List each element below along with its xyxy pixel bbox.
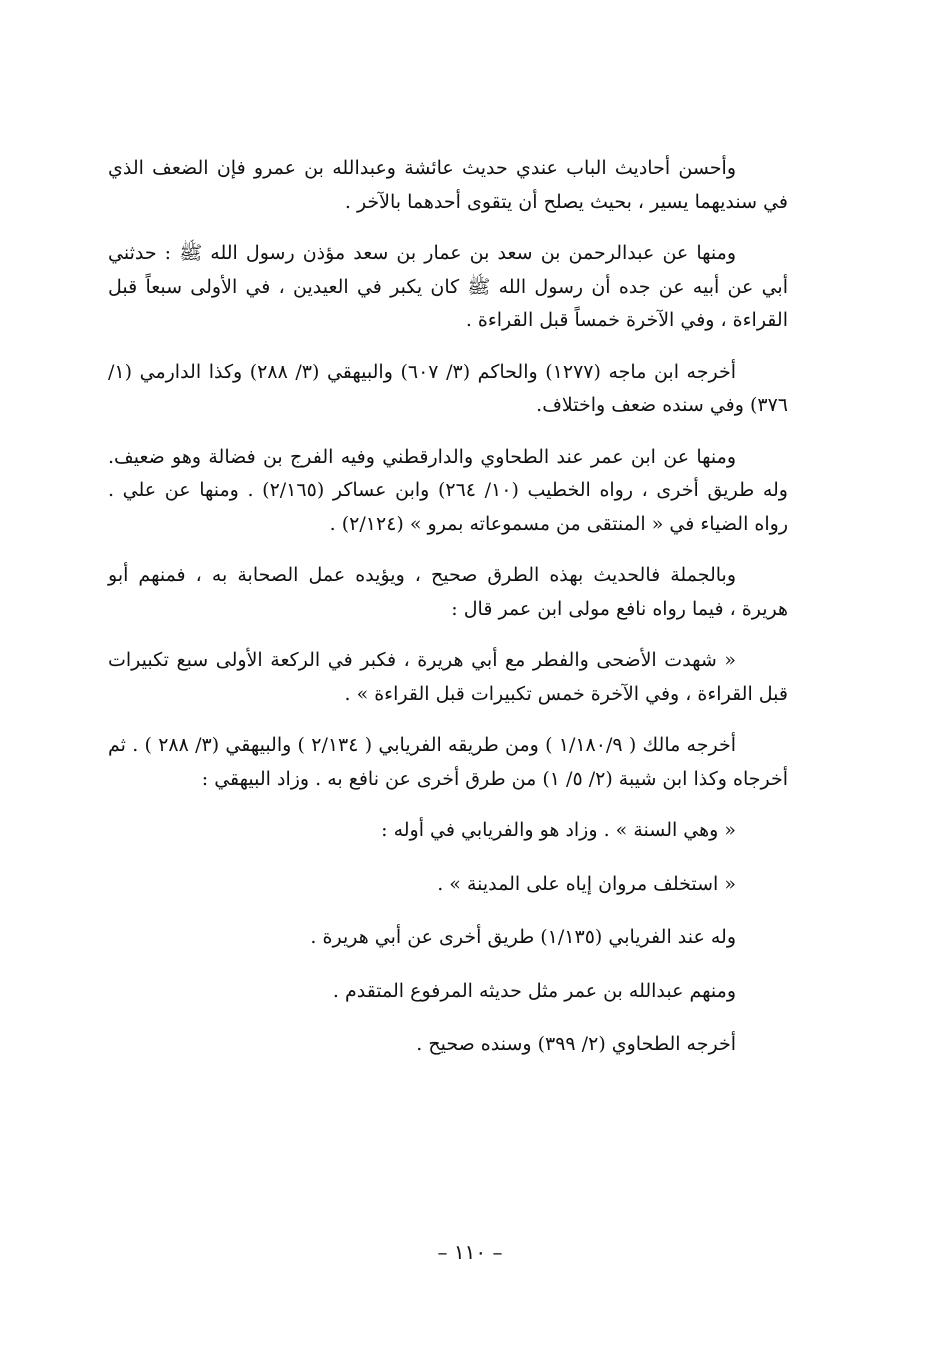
- paragraph-6: « شهدت الأضحى والفطر مع أبي هريرة ، فكبر في الركعة الأولى سبع تكبيرات قبل القراءة ، وفي الآخرة خمس تكبيرات قبل القراءة » .: [108, 649, 788, 705]
- page-number: – ١١٠ –: [437, 1240, 503, 1264]
- indented-line-1: « وهي السنة » . وزاد هو والفريابي في أوله :: [381, 819, 736, 841]
- paragraph-4: ومنها عن ابن عمر عند الطحاوي والدارقطني وفيه الفرج بن فضالة وهو ضعيف. وله طريق أخرى ، رواه الخطيب (١٠/ ٢٦٤) وابن عساكر (٢/١٦٥) . ومنها عن علي . رواه الضياء في « المنتقى من مسموعاته بمرو » (٢/١٢٤) .: [108, 445, 788, 535]
- main-text: [108, 152, 788, 1082]
- paragraph-1: وأحسن أحاديث الباب عندي حديث عائشة وعبدالله بن عمرو فإن الضعف الذي في سنديهما يسير ، بحيث يصلح أن يتقوى أحدهما بالآخر .: [108, 157, 788, 213]
- paragraph-3: أخرجه ابن ماجه (١٢٧٧) والحاكم (٣/ ٦٠٧) والبيهقي (٣/ ٢٨٨) وكذا الدارمي (١/ ٣٧٦) وفي سنده ضعف واختلاف.: [108, 360, 788, 416]
- paragraph-7: أخرجه مالك ( ١/١٨٠/٩ ) ومن طريقه الفريابي ( ٢/١٣٤ ) والبيهقي (٣/ ٢٨٨ ) . ثم أخرجاه وكذا ابن شيبة (٢/ ٥/ ١) من طرق أخرى عن نافع به . وزاد البيهقي :: [108, 734, 788, 790]
- paragraph-2: ومنها عن عبدالرحمن بن سعد بن عمار بن سعد مؤذن رسول الله ﷺ : حدثني أبي عن أبيه عن جده أن رسول الله ﷺ كان يكبر في العيدين ، في الأولى سبعاً قبل القراءة ، وفي الآخرة خمساً قبل القراءة .: [108, 242, 788, 331]
- indented-line-2: « استخلف مروان إياه على المدينة » .: [437, 872, 736, 895]
- indented-line-3: وله عند الفريابي (١/١٣٥) طريق أخرى عن أبي هريرة .: [310, 926, 736, 948]
- paragraph-5: وبالجملة فالحديث بهذه الطرق صحيح ، ويؤيده عمل الصحابة به ، فمنهم أبو هريرة ، فيما رواه نافع مولى ابن عمر قال :: [108, 564, 788, 620]
- indented-line-5: أخرجه الطحاوي (٢/ ٣٩٩) وسنده صحيح .: [416, 1033, 736, 1055]
- indented-line-4: ومنهم عبدالله بن عمر مثل حديثه المرفوع المتقدم .: [332, 979, 736, 1002]
